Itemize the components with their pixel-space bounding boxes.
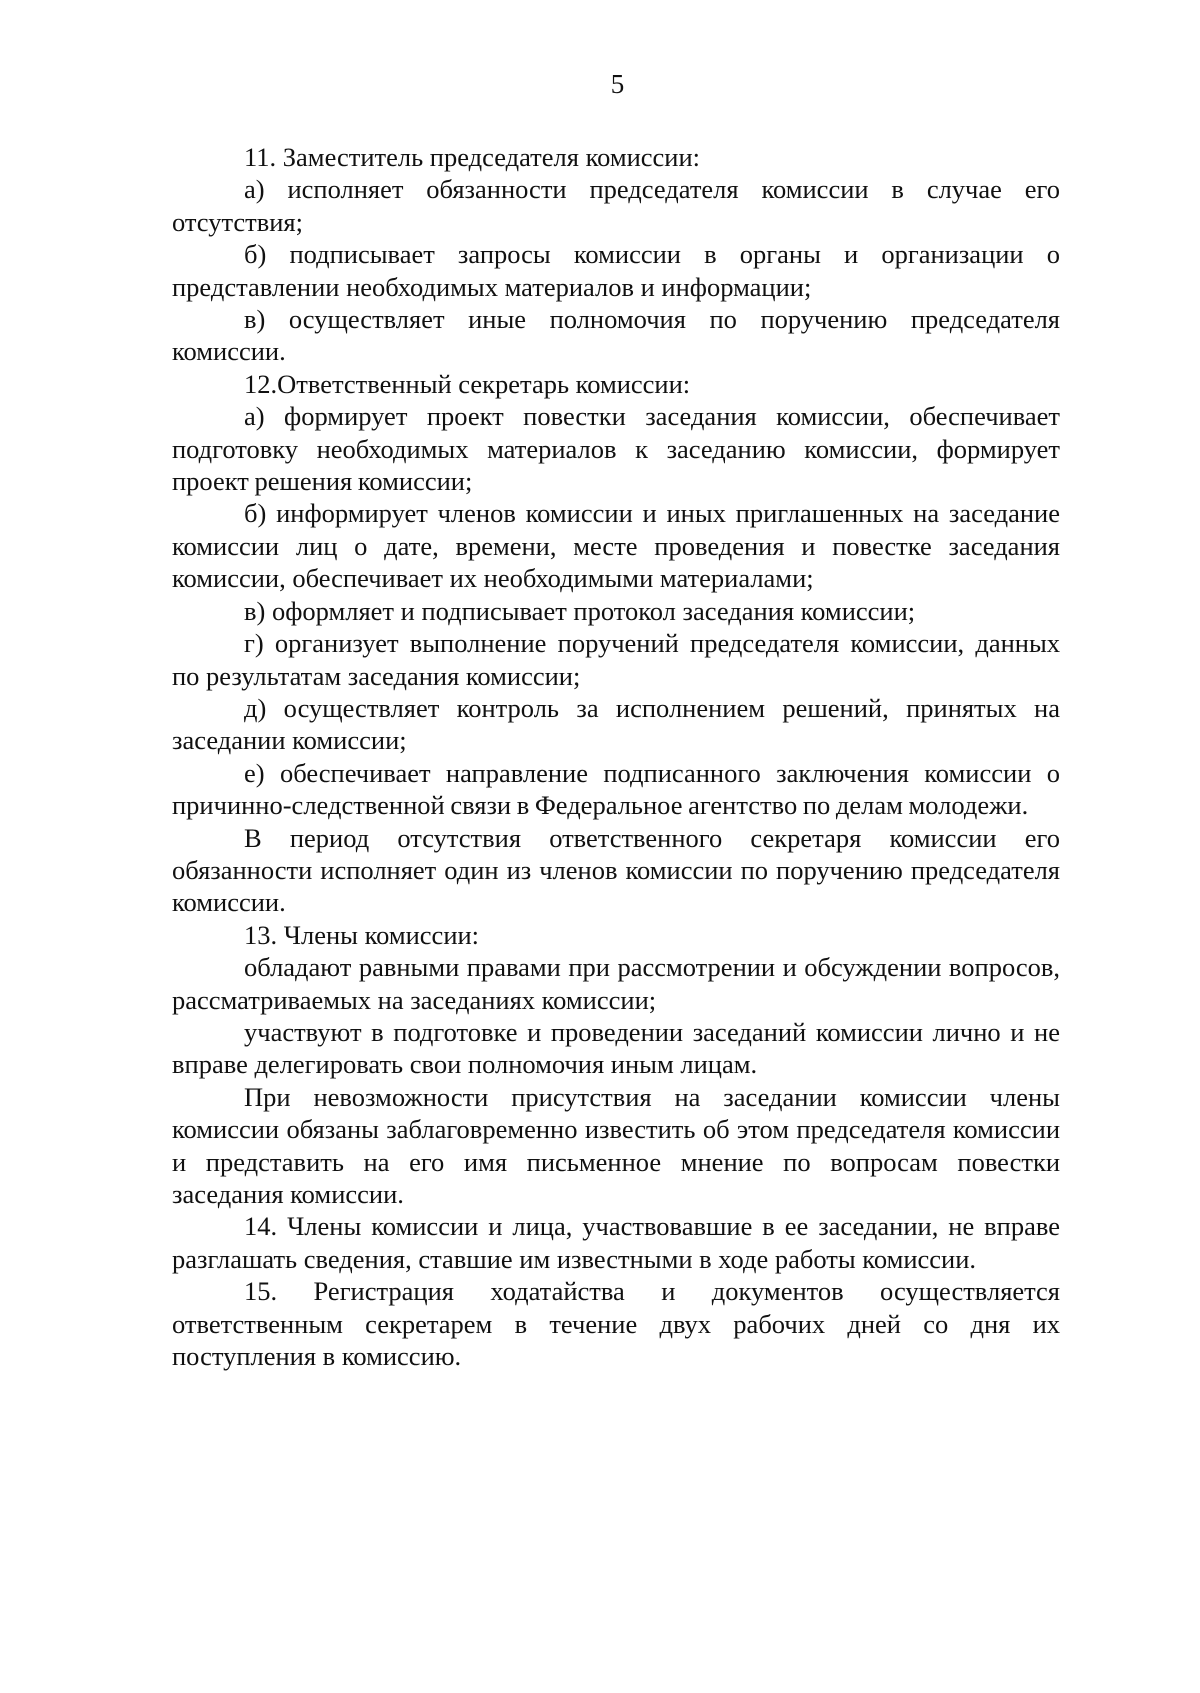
paragraph-12d: д) осуществляет контроль за исполнением решений, принятых на заседании комиссии; xyxy=(172,692,1060,756)
paragraph-11-heading: 11. Заместитель председателя комиссии: xyxy=(244,142,701,172)
paragraph-13-participation: участвуют в подготовке и проведении заседаний комиссии лично и не вправе делегировать свои полномочия иным лицам. xyxy=(172,1016,1060,1080)
paragraph-13-rights: обладают равными правами при рассмотрении и обсуждении вопросов, рассматриваемых на заседаниях комиссии; xyxy=(172,952,1060,1015)
page-number: 5 xyxy=(610,69,625,99)
paragraph-12a: а) формирует проект повестки заседания комиссии, обеспечивает подготовку необходимых материалов к заседанию комиссии, формирует проект решения комиссии; xyxy=(172,401,1060,497)
paragraph-14: 14. Члены комиссии и лица, участвовавшие в ее заседании, не вправе разглашать сведения, ставшие им известными в ходе работы комиссии. xyxy=(172,1211,1060,1274)
paragraph-11b: б) подписывает запросы комиссии в органы и организации о представлении необходимых материалов и информации; xyxy=(172,239,1060,302)
paragraph-13-heading: 13. Члены комиссии: xyxy=(244,919,480,950)
paragraph-11v: в) осуществляет иные полномочия по поручению председателя комиссии. xyxy=(172,304,1060,367)
document-body xyxy=(172,141,1060,1372)
paragraph-12-heading: 12.Ответственный секретарь комиссии: xyxy=(244,368,691,399)
paragraph-15: 15. Регистрация ходатайства и документов осуществляется ответственным секретарем в течение двух рабочих дней со дня их поступления в комиссию. xyxy=(172,1276,1060,1372)
paragraph-12-note: В период отсутствия ответственного секретаря комиссии его обязанности исполняет один из членов комиссии по поручению председателя комиссии. xyxy=(172,822,1060,918)
paragraph-12g: г) организует выполнение поручений председателя комиссии, данных по результатам заседания комиссии; xyxy=(172,628,1060,691)
paragraph-11a: а) исполняет обязанности председателя комиссии в случае его отсутствия; xyxy=(172,174,1060,237)
paragraph-12e: е) обеспечивает направление подписанного заключения комиссии о причинно-следственной связи в Федеральное агентство по делам молодежи. xyxy=(172,757,1060,821)
paragraph-13-absence: При невозможности присутствия на заседании комиссии члены комиссии обязаны заблаговременно известить об этом председателя комиссии и представить на его имя письменное мнение по вопросам повестки заседания комиссии. xyxy=(172,1081,1060,1209)
paragraph-12b: б) информирует членов комиссии и иных приглашенных на заседание комиссии лиц о дате, времени, месте проведения и повестке заседания комиссии, обеспечивает их необходимыми материалами; xyxy=(172,498,1060,594)
paragraph-12v: в) оформляет и подписывает протокол заседания комиссии; xyxy=(244,595,916,626)
